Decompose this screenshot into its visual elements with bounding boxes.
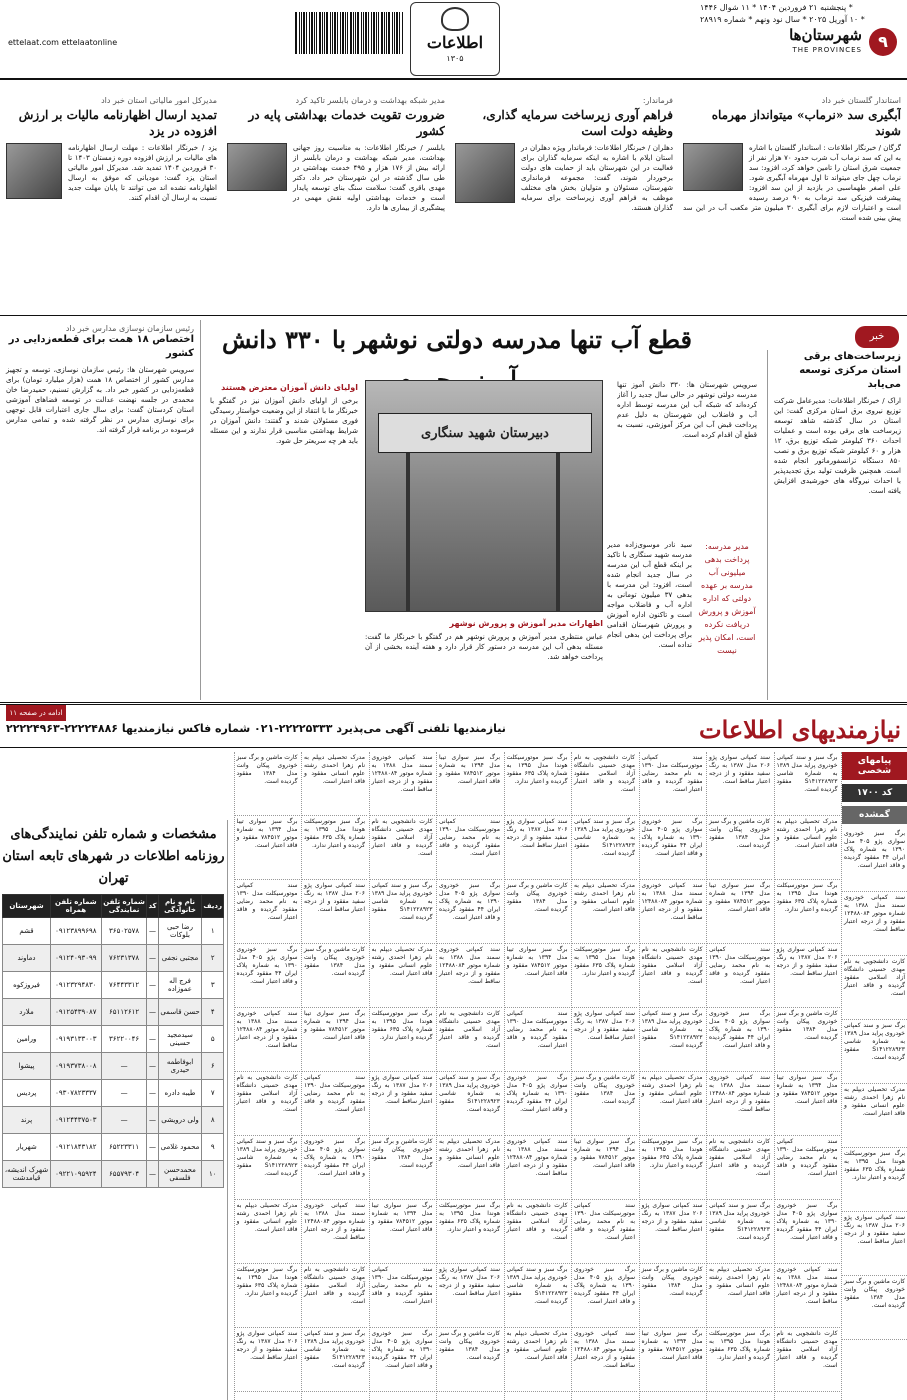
- ad-column: [571, 752, 637, 1400]
- table-cell: دماوند: [3, 945, 51, 972]
- table-cell: ۵: [202, 1026, 224, 1053]
- ad-listing: برگ سبز موتورسیکلت هوندا مدل ۱۳۹۵ به شماره پلاک ۶۳۵ مفقود گردیده و اعتبار ندارد.: [842, 1148, 907, 1212]
- page-number-badge: ۹: [869, 28, 897, 56]
- ad-listing: سند کمپانی سواری پژو ۲۰۶ مدل ۱۳۸۷ به رنگ سفید مفقود و از درجه اعتبار ساقط است.: [302, 880, 367, 944]
- lead-column-2: سید نادر موسوی‌زاده مدیر مدرسه شهید سنگاری با تاکید بر اینکه قطع آب این مدرسه در سال جدید انجام شده است، افزود: این مدرسه با بدهی ۳۷ میلیون تومانی به اداره آب و فاضلاب مواجه است و تاکنون اداره آموزش و پرورش شهرستان اقدامی برای پرداخت این بدهی انجام نداده است.: [607, 541, 692, 649]
- ad-listing: سند کمپانی خودروی سمند مدل ۱۳۸۸ به شماره موتور ۱۲۴۸۸۰۸۴ مفقود و از درجه اعتبار ساقط است.: [302, 1200, 367, 1264]
- ad-listing: سند کمپانی موتورسیکلت مدل ۱۳۹۰ به نام محمد رضایی مفقود گردیده و فاقد اعتبار است.: [370, 1264, 435, 1328]
- ad-listing: برگ سبز خودروی سواری پژو ۴۰۵ مدل ۱۳۹۰ به شماره پلاک ایران ۴۴ مفقود گردیده و فاقد اعتبار است.: [572, 1264, 637, 1328]
- table-cell: پرند: [3, 1107, 51, 1134]
- newspaper-logo: [410, 2, 500, 76]
- masthead: [0, 0, 907, 80]
- news-photo: [6, 143, 62, 199]
- ad-listing: سند کمپانی خودروی سمند مدل ۱۳۸۸ به شماره موتور ۱۲۴۸۸۰۸۴ مفقود و از درجه اعتبار ساقط است.: [505, 1136, 570, 1200]
- section-name-en: THE PROVINCES: [792, 46, 862, 54]
- ad-listing: کارت دانشجویی به نام مهدی حسینی دانشگاه آزاد اسلامی مفقود گردیده و فاقد اعتبار است.: [505, 1200, 570, 1264]
- lead-column-3: [365, 616, 603, 700]
- table-cell: حسن قاسمی: [158, 999, 202, 1026]
- ad-listing: سند کمپانی خودروی سمند مدل ۱۳۸۸ به شماره موتور ۱۲۴۸۸۰۸۴ مفقود و از درجه اعتبار ساقط است.: [437, 944, 502, 1008]
- ad-column: [639, 752, 705, 1400]
- table-row: [3, 1026, 224, 1053]
- ad-listing: کارت دانشجویی به نام مهدی حسینی دانشگاه آزاد اسلامی مفقود گردیده و فاقد اعتبار است.: [640, 944, 705, 1008]
- table-cell: ۱: [202, 918, 224, 945]
- ad-listing: برگ سبز خودروی سواری پژو ۴۰۵ مدل ۱۳۹۰ به شماره پلاک ایران ۴۴ مفقود گردیده و فاقد اعتبار است.: [370, 1328, 435, 1392]
- table-cell: —: [147, 1026, 158, 1053]
- emblem-icon: [441, 7, 469, 31]
- representatives-title-line-2: روزنامه اطلاعات در شهرهای تابعه استان تهران: [2, 849, 225, 886]
- table-cell: —: [101, 1107, 147, 1134]
- table-header: کد: [147, 895, 158, 918]
- news-photo: [455, 143, 515, 203]
- classifieds-title: نیازمندیهای اطلاعات: [698, 715, 901, 744]
- ad-listing: کارت ماشین و برگ سبز خودروی پیکان وانت مدل ۱۳۸۴ مفقود گردیده است.: [572, 1072, 637, 1136]
- representatives-box: [0, 820, 228, 1400]
- ad-listing: برگ سبز سواری تیبا مدل ۱۳۹۴ به شماره موتور ۷۸۴۵۱۲ مفقود و فاقد اعتبار است.: [775, 1072, 840, 1136]
- ad-column: [504, 752, 570, 1400]
- ad-listing: سند کمپانی موتورسیکلت مدل ۱۳۹۰ به نام محمد رضایی مفقود گردیده و فاقد اعتبار است.: [572, 1200, 637, 1264]
- ad-listing: سند کمپانی سواری پژو ۲۰۶ مدل ۱۳۸۷ به رنگ سفید مفقود و از درجه اعتبار ساقط است.: [775, 944, 840, 1008]
- news-kicker: مدیرکل امور مالیاتی استان خبر داد: [101, 96, 217, 105]
- table-cell: ۰۹۱۹۳۷۳۸۰۰۸: [50, 1053, 101, 1080]
- news-kicker: فرماندار:: [642, 96, 673, 105]
- table-cell: ۰۹۲۲۱۰۹۵۹۲۴: [50, 1161, 101, 1188]
- table-cell: —: [147, 945, 158, 972]
- table-cell: ۶۵۲۲۳۳۱۱: [101, 1134, 147, 1161]
- sidebar-body: اراک / خبرنگار اطلاعات: مدیرعامل شرکت توزیع نیروی برق استان مرکزی گفت: این استان در سال گذشته شاهد توسعه زیرساخت های برقی بوده است و عملیات احداث ۳۶۰ کیلومتر شبکه توزیع برق، ۱۲ هزار و ۶۰ کیلومتر شبکه توزیع برق و نصب ۸۵۰ دستگاه ترانسفورماتور انجام شده است. همچنین ظرفیت تولید برق تجدیدپذیر با احداث نیروگاه های خورشیدی افزایش یافته است.: [774, 397, 901, 495]
- date-line-1: * پنجشنبه ۲۱ فروردین ۱۴۰۴ * ۱۱ شوال ۱۴۴۶: [700, 3, 853, 12]
- table-cell: ۰۹۱۲۴۴۳۷۵۰۳: [50, 1107, 101, 1134]
- ad-listing: برگ سبز موتورسیکلت هوندا مدل ۱۳۹۵ به شماره پلاک ۶۳۵ مفقود گردیده و اعتبار ندارد.: [505, 752, 570, 816]
- ad-listing: سند کمپانی سواری پژو ۲۰۶ مدل ۱۳۸۷ به رنگ سفید مفقود و از درجه اعتبار ساقط است.: [842, 1212, 907, 1276]
- table-cell: ۹: [202, 1134, 224, 1161]
- lead-photo: [365, 380, 603, 612]
- news-body: گرگان / خبرنگار اطلاعات : استاندار گلستان با اشاره به این که سد نرماب آب شرب حدود ۷۰ هزار نفر از جمعیت شرق استان را تامین خواهد کرد، افزود: سد نرماب چهل جای میتواند تا اول مهرماه آبگیری شود. علی اصغر طهماسبی در بازدید از این سد افزود: پیشرفت فیزیکی سد نرماب به ۹۰ درصد رسیده است و اعتبارات لازم برای آبگیری ۳۰ میلیون متر مکعب آب در این سد پیش بینی شده است.: [683, 144, 901, 222]
- ad-listing: برگ سبز سواری تیبا مدل ۱۳۹۴ به شماره موتور ۷۸۴۵۱۲ مفقود و فاقد اعتبار است.: [437, 752, 502, 816]
- ad-listing: برگ سبز خودروی سواری پژو ۴۰۵ مدل ۱۳۹۰ به شماره پلاک ایران ۴۴ مفقود گردیده و فاقد اعتبار است.: [235, 944, 300, 1008]
- ad-listing: مدرک تحصیلی دیپلم به نام زهرا احمدی رشته علوم انسانی مفقود و فاقد اعتبار است.: [437, 1136, 502, 1200]
- ad-listing: مدرک تحصیلی دیپلم به نام زهرا احمدی رشته علوم انسانی مفقود و فاقد اعتبار است.: [370, 944, 435, 1008]
- news-column-4: [6, 96, 217, 314]
- sidebar-body: سرویس شهرستان ها: رئیس سازمان نوسازی، توسعه و تجهیز مدارس کشور از اختصاص ۱۸ همت (هزار میلیارد تومان) برای قطعه‌زدایی در کشور خبر داد. به گزارش تسنیم، حمیدرضا خان محمدی در جلسه نهضت عدالت در توسعه فضاهای آموزشی استان کردستان گفت: برای سال جاری اعتبارات قابل توجهی برای نوسازی مدارس در نظر گرفته شده و تمامی مدارس فرسوده در برنامه قرار گرفته اند.: [6, 366, 194, 434]
- ad-listing: مدرک تحصیلی دیپلم به نام زهرا احمدی رشته علوم انسانی مفقود و فاقد اعتبار است.: [505, 1328, 570, 1392]
- ad-listing: کارت ماشین و برگ سبز خودروی پیکان وانت مدل ۱۳۸۴ مفقود گردیده است.: [707, 816, 772, 880]
- lead-column-3-text: عباس منتظری مدیر آموزش و پرورش نوشهر هم در گفتگو با خبرنگار ما گفت: مسئله بدهی آب این مدرسه در دستور کار قرار دارد و هفته آینده بخشی از آن پرداخت خواهد شد.: [365, 633, 603, 661]
- ad-listing: مدرک تحصیلی دیپلم به نام زهرا احمدی رشته علوم انسانی مفقود و فاقد اعتبار است.: [842, 1084, 907, 1148]
- table-cell: —: [147, 1161, 158, 1188]
- ad-column: [234, 752, 300, 1400]
- ad-listing: کارت ماشین و برگ سبز خودروی پیکان وانت مدل ۱۳۸۴ مفقود گردیده است.: [235, 752, 300, 816]
- table-cell: —: [147, 1053, 158, 1080]
- personal-messages-code: کد ۱۷۰۰: [842, 784, 907, 802]
- ad-listing: برگ سبز خودروی سواری پژو ۴۰۵ مدل ۱۳۹۰ به شماره پلاک ایران ۴۴ مفقود گردیده و فاقد اعتبار است.: [437, 880, 502, 944]
- ad-listing: برگ سبز موتورسیکلت هوندا مدل ۱۳۹۵ به شماره پلاک ۶۳۵ مفقود گردیده و اعتبار ندارد.: [775, 880, 840, 944]
- personal-messages-label: پیامهای شخصی: [842, 752, 907, 780]
- column-divider: [200, 320, 201, 700]
- ad-listing: برگ سبز خودروی سواری پژو ۴۰۵ مدل ۱۳۹۰ به شماره پلاک ایران ۴۴ مفقود گردیده و فاقد اعتبار است.: [707, 1008, 772, 1072]
- ad-listing: کارت ماشین و برگ سبز خودروی پیکان وانت مدل ۱۳۸۴ مفقود گردیده است.: [505, 880, 570, 944]
- ad-listing: برگ سبز سواری تیبا مدل ۱۳۹۴ به شماره موتور ۷۸۴۵۱۲ مفقود و فاقد اعتبار است.: [302, 1008, 367, 1072]
- ad-listing: کارت دانشجویی به نام مهدی حسینی دانشگاه آزاد اسلامی مفقود گردیده و فاقد اعتبار است.: [775, 1328, 840, 1392]
- table-cell: —: [147, 1134, 158, 1161]
- table-cell: ۰۹۱۲۳۸۹۹۶۹۸: [50, 918, 101, 945]
- ad-listing: سند کمپانی سواری پژو ۲۰۶ مدل ۱۳۸۷ به رنگ سفید مفقود و از درجه اعتبار ساقط است.: [370, 1072, 435, 1136]
- ad-listing: کارت ماشین و برگ سبز خودروی پیکان وانت مدل ۱۳۸۴ مفقود گردیده است.: [640, 1264, 705, 1328]
- ad-listing: مدرک تحصیلی دیپلم به نام زهرا احمدی رشته علوم انسانی مفقود و فاقد اعتبار است.: [640, 1072, 705, 1136]
- ad-listing: سند کمپانی موتورسیکلت مدل ۱۳۹۰ به نام محمد رضایی مفقود گردیده و فاقد اعتبار است.: [707, 944, 772, 1008]
- lost-items-label: گمشده: [842, 806, 907, 824]
- continued-on-page-11[interactable]: ادامه در صفحه ۱۱: [6, 705, 66, 721]
- table-cell: —: [147, 999, 158, 1026]
- ad-listing: برگ سبز موتورسیکلت هوندا مدل ۱۳۹۵ به شماره پلاک ۶۳۵ مفقود گردیده و اعتبار ندارد.: [235, 1264, 300, 1328]
- news-column-2: [455, 96, 673, 314]
- lead-subhead: اولیای دانش آموزان معترض هستند: [221, 383, 358, 392]
- table-cell: ۰۹۱۲۱۸۴۳۱۸۲: [50, 1134, 101, 1161]
- table-cell: ۶۵۱۱۲۶۱۲: [101, 999, 147, 1026]
- table-row: [3, 999, 224, 1026]
- table-row: [3, 1161, 224, 1188]
- ad-listing: برگ سبز و سند کمپانی خودروی پراید مدل ۱۳۸۹ به شماره شاسی S۱۴۱۲۲۸۹۲۳ مفقود گردیده است.: [842, 1020, 907, 1084]
- ad-listing: مدرک تحصیلی دیپلم به نام زهرا احمدی رشته علوم انسانی مفقود و فاقد اعتبار است.: [235, 1200, 300, 1264]
- ad-listing: کارت ماشین و برگ سبز خودروی پیکان وانت مدل ۱۳۸۴ مفقود گردیده است.: [302, 944, 367, 1008]
- lead-intro: سرویس شهرستان ها: ۳۳۰ دانش آموز تنها مدرسه دولتی نوشهر در حالی سال جدید را آغاز کرده‌اند که شبکه آب این مدرسه توسط اداره آب و فاضلاب این شهرستان به دلیل عدم پرداخت قبض آب این مرکز آموزشی، نسبت به قطع آن اقدام کرده است.: [617, 381, 757, 439]
- ad-listing: برگ سبز سواری تیبا مدل ۱۳۹۴ به شماره موتور ۷۸۴۵۱۲ مفقود و فاقد اعتبار است.: [707, 880, 772, 944]
- news-column-1: [683, 96, 901, 314]
- ad-listing: کارت دانشجویی به نام مهدی حسینی دانشگاه آزاد اسلامی مفقود گردیده و فاقد اعتبار است.: [302, 1264, 367, 1328]
- table-cell: طیبه دادره: [158, 1080, 202, 1107]
- ad-listing: برگ سبز و سند کمپانی خودروی پراید مدل ۱۳۸۹ به شماره شاسی S۱۴۱۲۲۸۹۲۳ مفقود گردیده است.: [505, 1264, 570, 1328]
- ad-listing: مدرک تحصیلی دیپلم به نام زهرا احمدی رشته علوم انسانی مفقود و فاقد اعتبار است.: [302, 752, 367, 816]
- ad-listing: سند کمپانی سواری پژو ۲۰۶ مدل ۱۳۸۷ به رنگ سفید مفقود و از درجه اعتبار ساقط است.: [235, 1328, 300, 1392]
- table-cell: ۷۶۲۳۱۳۷۸: [101, 945, 147, 972]
- ad-column: [706, 752, 772, 1400]
- table-cell: ۶۵۵۷۹۳۰۴: [101, 1161, 147, 1188]
- school-sign: [378, 413, 592, 453]
- table-cell: قشم: [3, 918, 51, 945]
- ad-listing: برگ سبز سواری تیبا مدل ۱۳۹۴ به شماره موتور ۷۸۴۵۱۲ مفقود و فاقد اعتبار است.: [572, 1136, 637, 1200]
- ad-listing: برگ سبز سواری تیبا مدل ۱۳۹۴ به شماره موتور ۷۸۴۵۱۲ مفقود و فاقد اعتبار است.: [505, 944, 570, 1008]
- table-header: نام و نام خانوادگی: [158, 895, 202, 918]
- ad-listing: برگ سبز و سند کمپانی خودروی پراید مدل ۱۳۸۹ به شماره شاسی S۱۴۱۲۲۸۹۲۳ مفقود گردیده است.: [640, 1008, 705, 1072]
- ad-listing: کارت دانشجویی به نام مهدی حسینی دانشگاه آزاد اسلامی مفقود گردیده و فاقد اعتبار است.: [370, 816, 435, 880]
- sidebar-news-left: [0, 320, 200, 700]
- classifieds-grid: [230, 752, 907, 1400]
- ad-listing: کارت ماشین و برگ سبز خودروی پیکان وانت مدل ۱۳۸۴ مفقود گردیده است.: [437, 1328, 502, 1392]
- ad-listing: برگ سبز سواری تیبا مدل ۱۳۹۴ به شماره موتور ۷۸۴۵۱۲ مفقود و فاقد اعتبار است.: [370, 1200, 435, 1264]
- table-cell: فرج اله عموزاده: [158, 972, 202, 999]
- section-name: شهرستان‌ها: [789, 26, 862, 44]
- ad-listing: سند کمپانی موتورسیکلت مدل ۱۳۹۰ به نام محمد رضایی مفقود گردیده و فاقد اعتبار است.: [775, 1136, 840, 1200]
- ad-listing: سند کمپانی موتورسیکلت مدل ۱۳۹۰ به نام محمد رضایی مفقود گردیده و فاقد اعتبار است.: [302, 1072, 367, 1136]
- ad-listing: سند کمپانی خودروی سمند مدل ۱۳۸۸ به شماره موتور ۱۲۴۸۸۰۸۴ مفقود و از درجه اعتبار ساقط است.: [640, 880, 705, 944]
- table-row: [3, 1053, 224, 1080]
- table-cell: ولی درویشی: [158, 1107, 202, 1134]
- ad-listing: برگ سبز موتورسیکلت هوندا مدل ۱۳۹۵ به شماره پلاک ۶۳۵ مفقود گردیده و اعتبار ندارد.: [370, 1008, 435, 1072]
- ad-column: [841, 752, 907, 1400]
- table-cell: —: [101, 1053, 147, 1080]
- ad-listing: سند کمپانی سواری پژو ۲۰۶ مدل ۱۳۸۷ به رنگ سفید مفقود و از درجه اعتبار ساقط است.: [640, 1200, 705, 1264]
- table-row: [3, 972, 224, 999]
- sidebar-headline[interactable]: زیرساخت‌های برقی استان مرکزی توسعه می‌یابد: [799, 351, 901, 390]
- barcode-icon: [295, 12, 405, 60]
- table-row: [3, 945, 224, 972]
- lead-headline[interactable]: قطع آب تنها مدرسه دولتی نوشهر با ۳۳۰ دانش: [222, 325, 692, 354]
- table-cell: ۰۹۱۲۵۴۳۹۰۸۷: [50, 999, 101, 1026]
- ad-listing: کارت ماشین و برگ سبز خودروی پیکان وانت مدل ۱۳۸۴ مفقود گردیده است.: [370, 1136, 435, 1200]
- ad-column: [369, 752, 435, 1400]
- table-header: شماره تلفن نمایندگی: [101, 895, 147, 918]
- news-kicker: مدیر شبکه بهداشت و درمان بابلسر تاکید کرد: [295, 96, 445, 105]
- table-cell: ورامین: [3, 1026, 51, 1053]
- sidebar-left-inner: [0, 320, 200, 439]
- news-column-3: [227, 96, 445, 314]
- ad-listing: برگ سبز و سند کمپانی خودروی پراید مدل ۱۳۸۹ به شماره شاسی S۱۴۱۲۲۸۹۲۳ مفقود گردیده است.: [370, 880, 435, 944]
- table-cell: مجتبی نجفی: [158, 945, 202, 972]
- table-cell: فیروزکوه: [3, 972, 51, 999]
- ad-listing: سند کمپانی خودروی سمند مدل ۱۳۸۸ به شماره موتور ۱۲۴۸۸۰۸۴ مفقود و از درجه اعتبار ساقط است.: [370, 752, 435, 816]
- representatives-table: [2, 894, 224, 1188]
- table-cell: ۰۹۱۲۳۲۹۴۸۳۰: [50, 972, 101, 999]
- table-header: شماره تلفن همراه: [50, 895, 101, 918]
- table-cell: —: [101, 1080, 147, 1107]
- ad-listing: کارت دانشجویی به نام مهدی حسینی دانشگاه آزاد اسلامی مفقود گردیده و فاقد اعتبار است.: [235, 1072, 300, 1136]
- news-badge: خبر: [855, 326, 899, 348]
- table-cell: ۲: [202, 945, 224, 972]
- ad-listing: سند کمپانی سواری پژو ۲۰۶ مدل ۱۳۸۷ به رنگ سفید مفقود و از درجه اعتبار ساقط است.: [572, 1008, 637, 1072]
- news-headline[interactable]: فراهم آوری زیرساخت سرمایه گذاری، وظیفه دولت است: [482, 108, 673, 138]
- ad-listing: برگ سبز موتورسیکلت هوندا مدل ۱۳۹۵ به شماره پلاک ۶۳۵ مفقود گردیده و اعتبار ندارد.: [640, 1136, 705, 1200]
- table-row: [3, 1134, 224, 1161]
- date-line: [700, 2, 900, 26]
- table-cell: ۰۹۳۰۷۸۲۳۳۳۷: [50, 1080, 101, 1107]
- ad-listing: برگ سبز و سند کمپانی خودروی پراید مدل ۱۳۸۹ به شماره شاسی S۱۴۱۲۲۸۹۲۳ مفقود گردیده است.: [302, 1328, 367, 1392]
- table-cell: —: [147, 972, 158, 999]
- lead-story-section: [0, 320, 907, 705]
- ad-listing: مدرک تحصیلی دیپلم به نام زهرا احمدی رشته علوم انسانی مفقود و فاقد اعتبار است.: [775, 816, 840, 880]
- ad-listing: سند کمپانی خودروی سمند مدل ۱۳۸۸ به شماره موتور ۱۲۴۸۸۰۸۴ مفقود و از درجه اعتبار ساقط است.: [842, 892, 907, 956]
- ad-column: [436, 752, 502, 1400]
- lead-subhead: اظهارات مدیر آموزش و پرورش نوشهر: [449, 619, 603, 628]
- table-cell: —: [147, 918, 158, 945]
- top-news-row: [0, 96, 907, 316]
- news-body: دهلران / خبرنگار اطلاعات: فرماندار ویژه دهلران در استان ایلام با اشاره به اینکه سرمایه گذاران برای فعالیت در این شهرستان باید از حمایت های دولت برخوردار شوند، گفت: مجموعه فرمانداری شهرستان، مسئولان و متولیان بخش های مختلف موظف به فراهم آوری زیرساخت برای سرمایه گذاران هستند.: [521, 144, 673, 212]
- representatives-title-line-1: مشخصات و شماره تلفن نمایندگی‌های: [10, 827, 217, 842]
- table-row: [3, 1080, 224, 1107]
- ad-listing: برگ سبز خودروی سواری پژو ۴۰۵ مدل ۱۳۹۰ به شماره پلاک ایران ۴۴ مفقود گردیده و فاقد اعتبار است.: [775, 1200, 840, 1264]
- classifieds-header: [0, 712, 907, 748]
- sidebar-kicker: رئیس سازمان نوسازی مدارس خبر داد: [65, 324, 194, 333]
- ad-listing: برگ سبز و سند کمپانی خودروی پراید مدل ۱۳۸۹ به شماره شاسی S۱۴۱۲۲۸۹۲۳ مفقود گردیده است.: [235, 1136, 300, 1200]
- ad-listing: سند کمپانی خودروی سمند مدل ۱۳۸۸ به شماره موتور ۱۲۴۸۸۰۸۴ مفقود و از درجه اعتبار ساقط است.: [707, 1072, 772, 1136]
- ad-listing: برگ سبز و سند کمپانی خودروی پراید مدل ۱۳۸۹ به شماره شاسی S۱۴۱۲۲۸۹۲۳ مفقود گردیده است.: [572, 816, 637, 880]
- table-cell: ملارد: [3, 999, 51, 1026]
- ad-listing: کارت دانشجویی به نام مهدی حسینی دانشگاه آزاد اسلامی مفقود گردیده و فاقد اعتبار است.: [842, 956, 907, 1020]
- ad-column: [774, 752, 840, 1400]
- table-cell: ۷۶۴۴۳۳۱۲: [101, 972, 147, 999]
- sign-pole: [406, 453, 410, 612]
- website-links[interactable]: ettelaat.com ettelaatonline: [8, 38, 118, 47]
- news-photo: [683, 143, 743, 191]
- ad-listing: برگ سبز و سند کمپانی خودروی پراید مدل ۱۳۸۹ به شماره شاسی S۱۴۱۲۲۸۹۲۳ مفقود گردیده است.: [707, 1200, 772, 1264]
- ad-listing: سند کمپانی موتورسیکلت مدل ۱۳۹۰ به نام محمد رضایی مفقود گردیده و فاقد اعتبار است.: [437, 816, 502, 880]
- ad-listing: برگ سبز سواری تیبا مدل ۱۳۹۴ به شماره موتور ۷۸۴۵۱۲ مفقود و فاقد اعتبار است.: [235, 816, 300, 880]
- table-cell: پردیس: [3, 1080, 51, 1107]
- newspaper-title: اطلاعات: [426, 33, 484, 52]
- news-body: بابلسر / خبرنگار اطلاعات: به مناسبت روز جهانی بهداشت، مدیر شبکه بهداشت و درمان بابلسر از ارائه بیش از ۱۷۶ هزار و ۴۹۵ خدمت بهداشتی در طی سال گذشته در این شهرستان خبر داد. دکتر مهدی باقری گفت: سلامت سنگ بنای توسعه پایدار است و خدمات بهداشتی اولیه نقش مهمی در پیشگیری از بیماری ها دارد.: [293, 144, 445, 212]
- ad-listing: سند کمپانی سواری پژو ۲۰۶ مدل ۱۳۸۷ به رنگ سفید مفقود و از درجه اعتبار ساقط است.: [505, 816, 570, 880]
- ad-listing: برگ سبز و سند کمپانی خودروی پراید مدل ۱۳۸۹ به شماره شاسی S۱۴۱۲۲۸۹۲۳ مفقود گردیده است.: [775, 752, 840, 816]
- news-kicker: استاندار گلستان خبر داد: [821, 96, 901, 105]
- ad-listing: برگ سبز موتورسیکلت هوندا مدل ۱۳۹۵ به شماره پلاک ۶۳۵ مفقود گردیده و اعتبار ندارد.: [302, 816, 367, 880]
- table-cell: شهریار: [3, 1134, 51, 1161]
- table-header: ردیف: [202, 895, 224, 918]
- table-cell: شهرک اندیشه، قیامدشت: [3, 1161, 51, 1188]
- table-cell: ۳۶۲۲۰۰۴۶: [101, 1026, 147, 1053]
- table-cell: ۳۶۵۰۲۵۷۸: [101, 918, 147, 945]
- pull-quote: مدیر مدرسه: پرداخت بدهی میلیونی آب مدرسه بر عهده دولتی که اداره آموزش و پرورش دریافت نکرده است، امکان پذیر نیست: [698, 542, 756, 655]
- sidebar-headline[interactable]: اختصاص ۱۸ همت برای قطعه‌زدایی در کشور: [8, 334, 194, 359]
- ad-listing: سند کمپانی خودروی سمند مدل ۱۳۸۸ به شماره موتور ۱۲۴۸۸۰۸۴ مفقود و از درجه اعتبار ساقط است.: [235, 1008, 300, 1072]
- ad-listing: کارت ماشین و برگ سبز خودروی پیکان وانت مدل ۱۳۸۴ مفقود گردیده است.: [775, 1008, 840, 1072]
- news-photo: [227, 143, 287, 191]
- table-header: شهرستان: [3, 895, 51, 918]
- ad-listing: کارت دانشجویی به نام مهدی حسینی دانشگاه آزاد اسلامی مفقود گردیده و فاقد اعتبار است.: [437, 1008, 502, 1072]
- ad-column: [301, 752, 367, 1400]
- ad-listing: سند کمپانی موتورسیکلت مدل ۱۳۹۰ به نام محمد رضایی مفقود گردیده و فاقد اعتبار است.: [640, 752, 705, 816]
- sign-pole: [556, 453, 560, 612]
- table-cell: ۴: [202, 999, 224, 1026]
- school-sign-text: دبیرستان شهید سنگاری: [421, 426, 549, 441]
- table-cell: ۳: [202, 972, 224, 999]
- ad-listing: برگ سبز خودروی سواری پژو ۴۰۵ مدل ۱۳۹۰ به شماره پلاک ایران ۴۴ مفقود گردیده و فاقد اعتبار است.: [302, 1136, 367, 1200]
- representatives-title: [0, 820, 227, 894]
- ad-listing: سند کمپانی سواری پژو ۲۰۶ مدل ۱۳۸۷ به رنگ سفید مفقود و از درجه اعتبار ساقط است.: [437, 1264, 502, 1328]
- ad-listing: کارت ماشین و برگ سبز خودروی پیکان وانت مدل ۱۳۸۴ مفقود گردیده است.: [842, 1276, 907, 1340]
- ad-listing: سند کمپانی موتورسیکلت مدل ۱۳۹۰ به نام محمد رضایی مفقود گردیده و فاقد اعتبار است.: [505, 1008, 570, 1072]
- table-cell: ۸: [202, 1107, 224, 1134]
- ad-listing: برگ سبز خودروی سواری پژو ۴۰۵ مدل ۱۳۹۰ به شماره پلاک ایران ۴۴ مفقود گردیده و فاقد اعتبار است.: [640, 816, 705, 880]
- ad-listing: برگ سبز سواری تیبا مدل ۱۳۹۴ به شماره موتور ۷۸۴۵۱۲ مفقود و فاقد اعتبار است.: [640, 1328, 705, 1392]
- ad-listing: برگ سبز و سند کمپانی خودروی پراید مدل ۱۳۸۹ به شماره شاسی S۱۴۱۲۲۸۹۲۳ مفقود گردیده است.: [437, 1072, 502, 1136]
- table-cell: رضا حبی بلوکات: [158, 918, 202, 945]
- ad-listing: کارت دانشجویی به نام مهدی حسینی دانشگاه آزاد اسلامی مفقود گردیده و فاقد اعتبار است.: [707, 1136, 772, 1200]
- table-cell: —: [147, 1080, 158, 1107]
- ad-listing: برگ سبز موتورسیکلت هوندا مدل ۱۳۹۵ به شماره پلاک ۶۳۵ مفقود گردیده و اعتبار ندارد.: [707, 1328, 772, 1392]
- ad-listing: مدرک تحصیلی دیپلم به نام زهرا احمدی رشته علوم انسانی مفقود و فاقد اعتبار است.: [707, 1264, 772, 1328]
- table-cell: محمود غلامی: [158, 1134, 202, 1161]
- news-headline[interactable]: ضرورت تقویت خدمات بهداشتی پایه در کشور: [248, 108, 445, 138]
- table-cell: ۷: [202, 1080, 224, 1107]
- table-cell: محمدحسن فلسفی: [158, 1161, 202, 1188]
- table-row: [3, 918, 224, 945]
- ad-listing: برگ سبز خودروی سواری پژو ۴۰۵ مدل ۱۳۹۰ به شماره پلاک ایران ۴۴ مفقود گردیده و فاقد اعتبار است.: [842, 828, 907, 892]
- lead-column-4-text: برخی از اولیای دانش آموزان نیز در گفتگو با خبرنگار ما با انتقاد از این وضعیت خواستار رسیدگی فوری مسئولان شدند و گفتند: دانش آموزان در شرایط بهداشتی مناسبی قرار ندارند و این مسئله باید هر چه سریعتر حل شود.: [210, 397, 358, 445]
- ad-listing: سند کمپانی خودروی سمند مدل ۱۳۸۸ به شماره موتور ۱۲۴۸۸۰۸۴ مفقود و از درجه اعتبار ساقط است.: [775, 1264, 840, 1328]
- ad-listing: سند کمپانی موتورسیکلت مدل ۱۳۹۰ به نام محمد رضایی مفقود گردیده و فاقد اعتبار است.: [235, 880, 300, 944]
- ad-listing: سند کمپانی سواری پژو ۲۰۶ مدل ۱۳۸۷ به رنگ سفید مفقود و از درجه اعتبار ساقط است.: [707, 752, 772, 816]
- founding-year: ۱۳۰۵: [446, 54, 464, 63]
- lead-column-4: [210, 380, 358, 700]
- table-cell: —: [147, 1107, 158, 1134]
- table-row: [3, 1107, 224, 1134]
- news-body: یزد / خبرنگار اطلاعات : مهلت ارسال اظهارنامه های مالیات بر ارزش افزوده دوره زمستان ۱۴۰۳ تا ۳۰ فروردین ۱۴۰۴ تمدید شد. مدیرکل امور مالیاتی استان یزد گفت: مودیانی که موفق به ارسال اظهارنامه نشده اند می توانند تا پایان مهلت جدید نسبت به ارسال آن اقدام کنند.: [68, 144, 217, 202]
- ad-listing: مدرک تحصیلی دیپلم به نام زهرا احمدی رشته علوم انسانی مفقود و فاقد اعتبار است.: [572, 880, 637, 944]
- ad-listing: کارت دانشجویی به نام مهدی حسینی دانشگاه آزاد اسلامی مفقود گردیده و فاقد اعتبار است.: [572, 752, 637, 816]
- sidebar-news-right: [767, 350, 907, 700]
- ad-listing: برگ سبز خودروی سواری پژو ۴۰۵ مدل ۱۳۹۰ به شماره پلاک ایران ۴۴ مفقود گردیده و فاقد اعتبار است.: [505, 1072, 570, 1136]
- table-cell: ۰۹۱۲۴۰۹۳۰۹۹: [50, 945, 101, 972]
- ad-listing: برگ سبز موتورسیکلت هوندا مدل ۱۳۹۵ به شماره پلاک ۶۳۵ مفقود گردیده و اعتبار ندارد.: [572, 944, 637, 1008]
- table-cell: ۱۰: [202, 1161, 224, 1188]
- table-cell: پیشوا: [3, 1053, 51, 1080]
- table-cell: سیدمجید حسینی: [158, 1026, 202, 1053]
- ad-listing: برگ سبز موتورسیکلت هوندا مدل ۱۳۹۵ به شماره پلاک ۶۳۵ مفقود گردیده و اعتبار ندارد.: [437, 1200, 502, 1264]
- news-headline[interactable]: تمدید ارسال اظهارنامه مالیات بر ارزش افزوده در یزد: [18, 108, 217, 138]
- date-line-2: * ۱۰ آوریل ۲۰۲۵ * سال نود ونهم * شماره ۲۸۹۱۹: [700, 15, 865, 24]
- table-cell: ابوفاطمه حیدری: [158, 1053, 202, 1080]
- table-cell: ۶: [202, 1053, 224, 1080]
- news-headline[interactable]: آبگیری سد «نرماب» میتوانداز مهرماه شوند: [711, 108, 901, 138]
- table-cell: ۰۹۱۹۳۱۳۳۰۰۳: [50, 1026, 101, 1053]
- ad-listing: سند کمپانی خودروی سمند مدل ۱۳۸۸ به شماره موتور ۱۲۴۸۸۰۸۴ مفقود و از درجه اعتبار ساقط است.: [572, 1328, 637, 1392]
- classifieds-phones: نیازمندیها تلفنی آگهی می‌پذیرد ۲۲۲۲۵۳۳۳-۰۲۱ شماره فاکس نیازمندیها ۲۲۲۲۴۸۸۶-۲۲۲۲۴۹۶۳: [6, 722, 506, 735]
